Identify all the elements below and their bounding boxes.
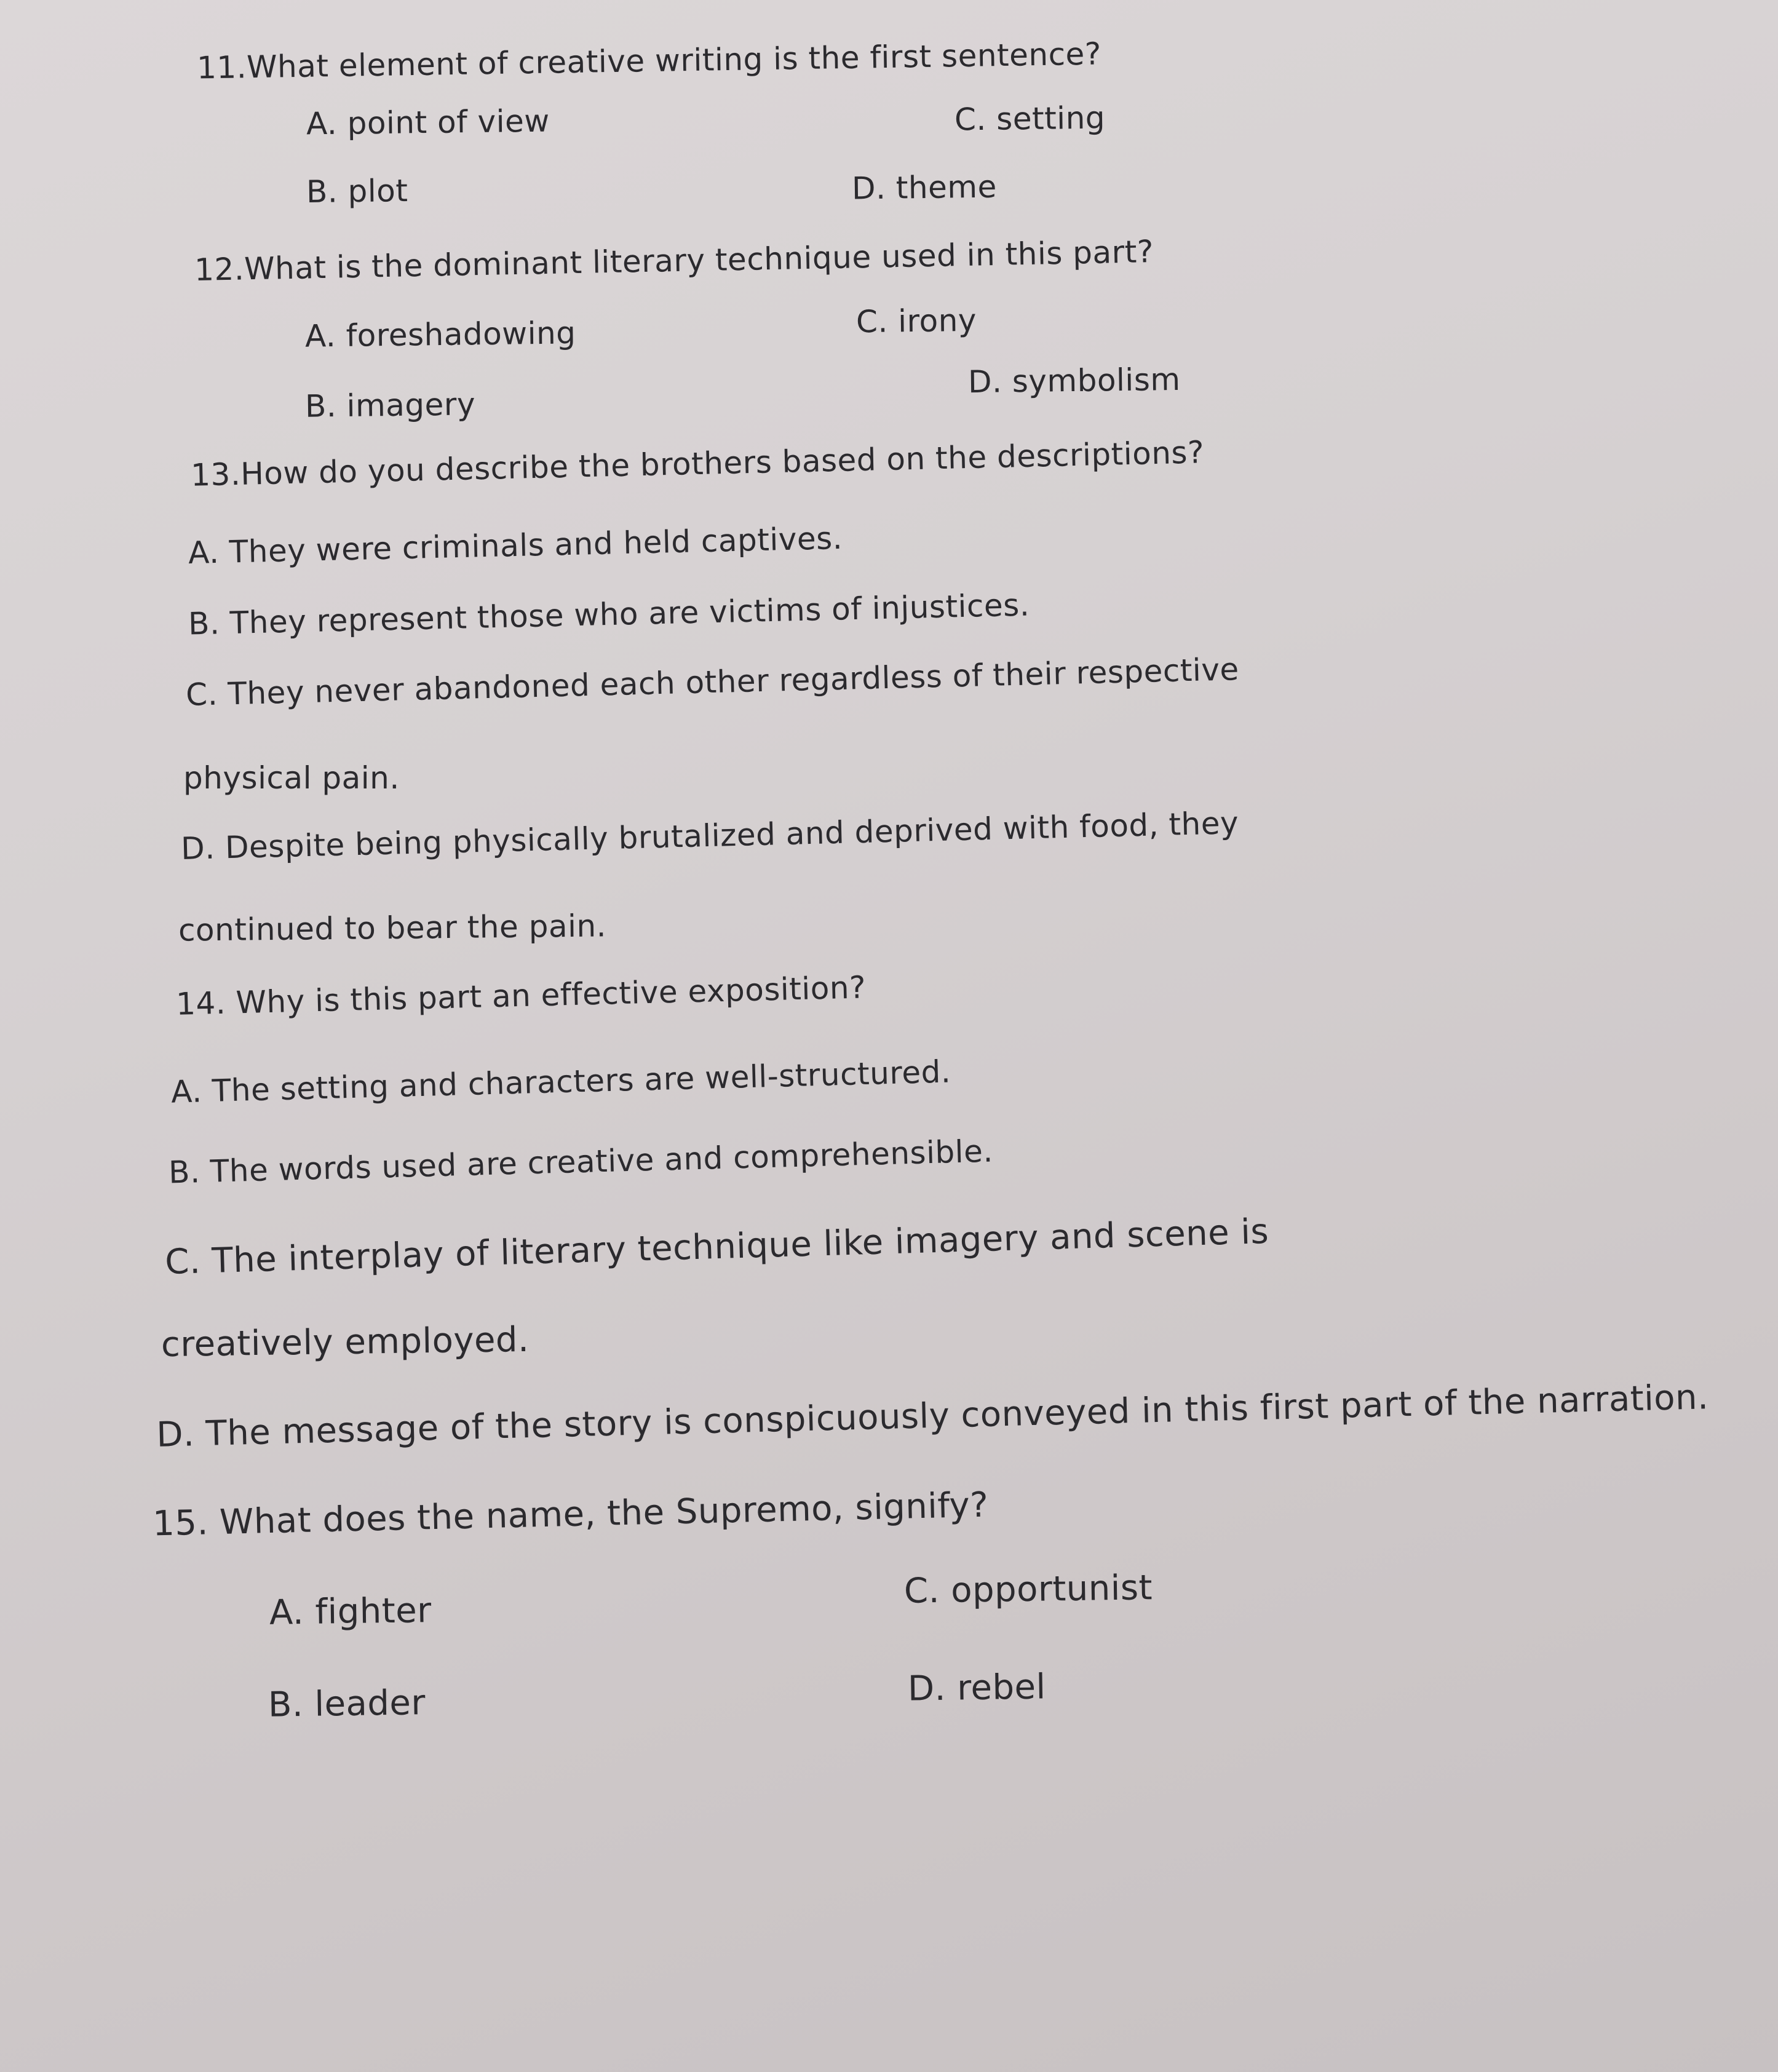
- question-13: 13.How do you describe the brothers based on the descriptions?: [190, 434, 1205, 493]
- q11-option-d: D. theme: [851, 169, 998, 207]
- q15-option-b: B. leader: [268, 1683, 426, 1725]
- q13-option-c-line1: C. They never abandoned each other regardless of their respective: [185, 651, 1240, 713]
- question-12: 12.What is the dominant literary technique used in this part?: [194, 234, 1154, 288]
- q11-option-c: C. setting: [954, 100, 1106, 138]
- q14-option-c-line2: creatively employed.: [161, 1319, 530, 1365]
- q14-option-b: B. The words used are creative and comprehensible.: [168, 1133, 994, 1191]
- q12-option-c: C. irony: [855, 302, 977, 340]
- question-11: 11.What element of creative writing is the first sentence?: [196, 36, 1102, 86]
- q12-option-b: B. imagery: [304, 386, 476, 424]
- q13-option-a: A. They were criminals and held captives.: [188, 520, 843, 571]
- q14-option-d: D. The message of the story is conspicuously conveyed in this first part of the narration.: [156, 1377, 1710, 1455]
- q15-option-a: A. fighter: [269, 1590, 432, 1633]
- q15-option-d: D. rebel: [907, 1667, 1046, 1709]
- q12-option-d: D. symbolism: [967, 361, 1181, 400]
- q14-option-a: A. The setting and characters are well-structured.: [170, 1054, 951, 1110]
- q12-option-a: A. foreshadowing: [304, 315, 576, 354]
- q13-option-b: B. They represent those who are victims of injustices.: [188, 587, 1030, 642]
- q14-option-c-line1: C. The interplay of literary technique like imagery and scene is: [164, 1211, 1269, 1283]
- question-15: 15. What does the name, the Supremo, signify?: [152, 1485, 990, 1544]
- q13-option-d-line2: continued to bear the pain.: [178, 908, 607, 948]
- q13-option-d-line1: D. Despite being physically brutalized and deprived with food, they: [180, 804, 1239, 867]
- q15-option-c: C. opportunist: [903, 1568, 1153, 1611]
- q11-option-a: A. point of view: [306, 103, 550, 142]
- q13-option-c-line2: physical pain.: [183, 760, 400, 796]
- question-14: 14. Why is this part an effective exposition?: [175, 969, 867, 1022]
- q11-option-b: B. plot: [306, 172, 408, 210]
